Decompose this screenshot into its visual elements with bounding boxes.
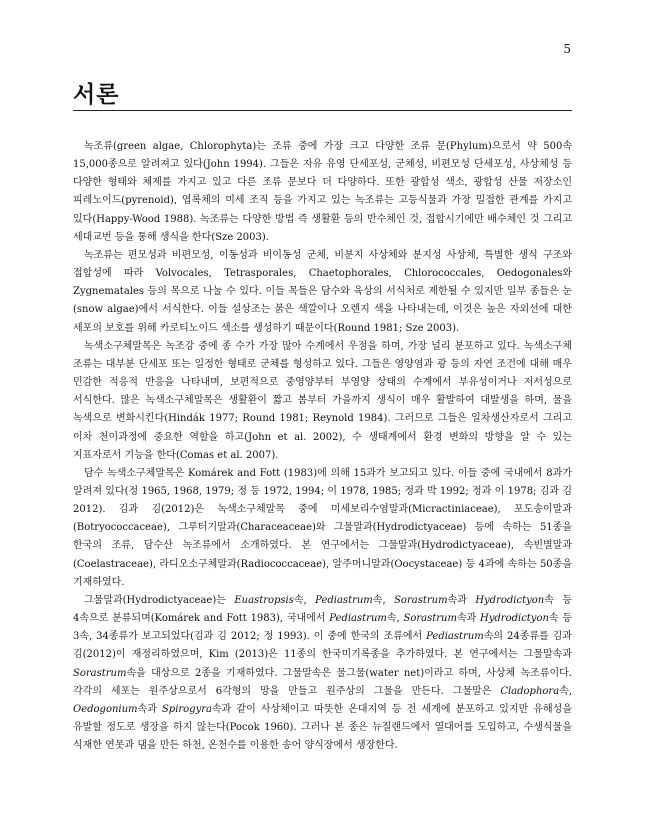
title-rule: [73, 110, 572, 111]
taxon-name: Cladophora: [500, 685, 560, 697]
text-run: 담수 녹색소구체말목은 Komárek and Fott (1983)에 의해 15과가 보고되고 있다. 이들 중에 국내에서 8과가 알려져 있다(정 1965, 1968, 1979; 정 등 1972, 1994; 이 1978, 1985; 정과 박 1992; 정과 이 1978; 김과 김 2012). 김과 김(2012)은 녹색소구체말목 중에 미세보리수염말과(Micractiniaceae), 포도송이말과(Botryococcaceae), 그루터기말과(Characeaceae)와 그물말과(Hydrodictyaceae) 등에 속하는 51종을 한국의 조류, 담수산 녹조류에서 소개하였다. 본 연구에서는 그물말과(Hydrodictyaceae), 속빈별말과(Coelastraceae), 라디오소구체말과(Radiococcaceae), 알주머니말과(Oocystaceae) 등 4과에 속하는 50종을 기재하였다.: [73, 467, 572, 588]
text-run: 녹조류(green algae, Chlorophyta)는 조류 중에 가장 크고 다양한 조류 문(Phylum)으로서 약 500속 15,000종으로 알려져고 있다(John 1994). 그들은 자유 유영 단세포성, 군체성, 비편모성 단세포성, 사상체성 등 다양한 형태와 체제를 가지고 있고 다른 조류 문보다 더 다양하다. 또한 광합성 색소, 광합성 산물 저장소인 피레노이드(pyrenoid), 엽록체의 미세 조직 등을 가지고 있는 녹조류는 고등식물과 가장 밀접한 관계를 가지고 있다(Happy-Wood 1988). 녹조류는 다양한 방법 즉 생활환 등의 반수체인 것, 접합시기에만 배수체인 것 그리고 세대교번 등을 통해 생식을 한다(Sze 2003).: [73, 141, 572, 243]
taxon-name: Hydrodictyon: [475, 594, 545, 606]
page-number: 5: [563, 42, 571, 56]
text-run: 속 등 4속으로 분류되며(Komárek and Fott 1983), 국내에서: [73, 594, 572, 625]
text-run: 녹색소구체말목은 녹조강 중에 종 수가 가장 많아 수계에서 우점을 하며, 가장 널리 분포하고 있다. 녹색소구체 조류는 대부분 단세포 또는 일정한 형태로 군체를 형성하고 있다. 그들은 영양염과 광 등의 자연 조건에 대해 매우 민감한 적응적 반응을 나타내며, 보편적으로 중영양부터 부영양 상태의 수계에서 부유성이거나 저서성으로 서식한다. 많은 녹색소구체말목은 생활환이 짧고 봄부터 가을까지 생식이 매우 활발하여 대발생을 하며, 물을 녹색으로 변화시킨다(Hindák 1977; Round 1981; Reynold 1984). 그러므로 그들은 일차생산자로서 그리고 이차 천이과정에 중요한 역할을 하고(John et al. 2002), 수 생태계에서 환경 변화의 방향을 알 수 있는 지표자로서 기능을 한다(Comas et al. 2007).: [73, 340, 572, 461]
text-run: 녹조류는 편모성과 비편모성, 이동성과 비이동성 군체, 비분지 사상체와 분지성 사상체, 특별한 생식 구조와 접합성에 따라 Volvocales, Tetrasporales, Chaetophorales, Chlorococcales, Oedogonales와 Zygnematales 등의 목으로 나눌 수 있다. 이들 목들은 담수와 육상의 서식처로 제한될 수 있지만 일부 종들은 눈(snow algae)에서 서식한다. 이들 설상조는 붉은 색깔이나 오렌지 색을 나타내는데, 이것은 높은 자외선에 대한 세포의 보호를 위해 카로티노이드 색소를 생성하기 때문이다(Round 1981; Sze 2003).: [73, 249, 572, 334]
text-run: 속의 24종류를 김과 김(2012)이 재정리하였으며, Kim (2013)은 11종의 한국미기록종을 추가하였다. 본 연구에서는 그물말속과: [73, 631, 572, 661]
text-run: 속과: [137, 703, 162, 715]
body-text: [73, 138, 572, 755]
paragraph: [73, 247, 572, 338]
text-run: 속을 대상으로 2종을 기재하였다. 그물말속은 물그물(water net)이라고 하며, 사상체 녹조류이다. 각각의 세포는 원주상으로서 6각형의 망을 만들고 원주상의 그물을 만든다. 그물말은: [73, 667, 572, 697]
text-run: 속,: [372, 594, 395, 606]
taxon-name: Oedogonium: [73, 703, 138, 715]
text-run: 속,: [559, 685, 572, 697]
text-run: 속과: [456, 613, 481, 625]
taxon-name: Sorastrum: [394, 594, 448, 606]
text-run: 그물말과(Hydrodictyaceae)는: [84, 594, 235, 606]
text-run: 속,: [386, 613, 404, 625]
taxon-name: Sorastrum: [73, 667, 127, 679]
text-run: 속 등 3속, 34종류가 보고되었다(김과 김 2012; 정 1993). 이 중에 한국의 조류에서: [73, 613, 572, 643]
taxon-name: Euastropsis: [234, 594, 294, 606]
taxon-name: Sorastrum: [403, 613, 457, 625]
paragraph: [73, 592, 572, 755]
taxon-name: Pediastrum: [315, 594, 373, 606]
page-title: 서론: [73, 82, 120, 108]
taxon-name: Pediastrum: [329, 613, 387, 625]
text-run: 속과 같이 사상체이고 따뜻한 온대지역 등 전 세계에 분포하고 있지만 유해성을 유발할 정도로 생장을 하지 않는다(Pocok 1960). 그러나 본 종은 뉴질랜드에서 열대어를 도입하고, 수생식물을 식재한 연못과 댐을 만든 하천, 온천수를 이용한 송어 양식장에서 생장한다.: [73, 703, 572, 752]
text-run: 속,: [293, 594, 316, 606]
paragraph: [73, 338, 572, 465]
paragraph: [73, 138, 572, 247]
text-run: 속과: [447, 594, 476, 606]
taxon-name: Spirogyra: [161, 703, 212, 715]
taxon-name: Pediastrum: [426, 631, 484, 643]
taxon-name: Hydrodictyon: [480, 613, 549, 625]
paragraph: [73, 465, 572, 592]
